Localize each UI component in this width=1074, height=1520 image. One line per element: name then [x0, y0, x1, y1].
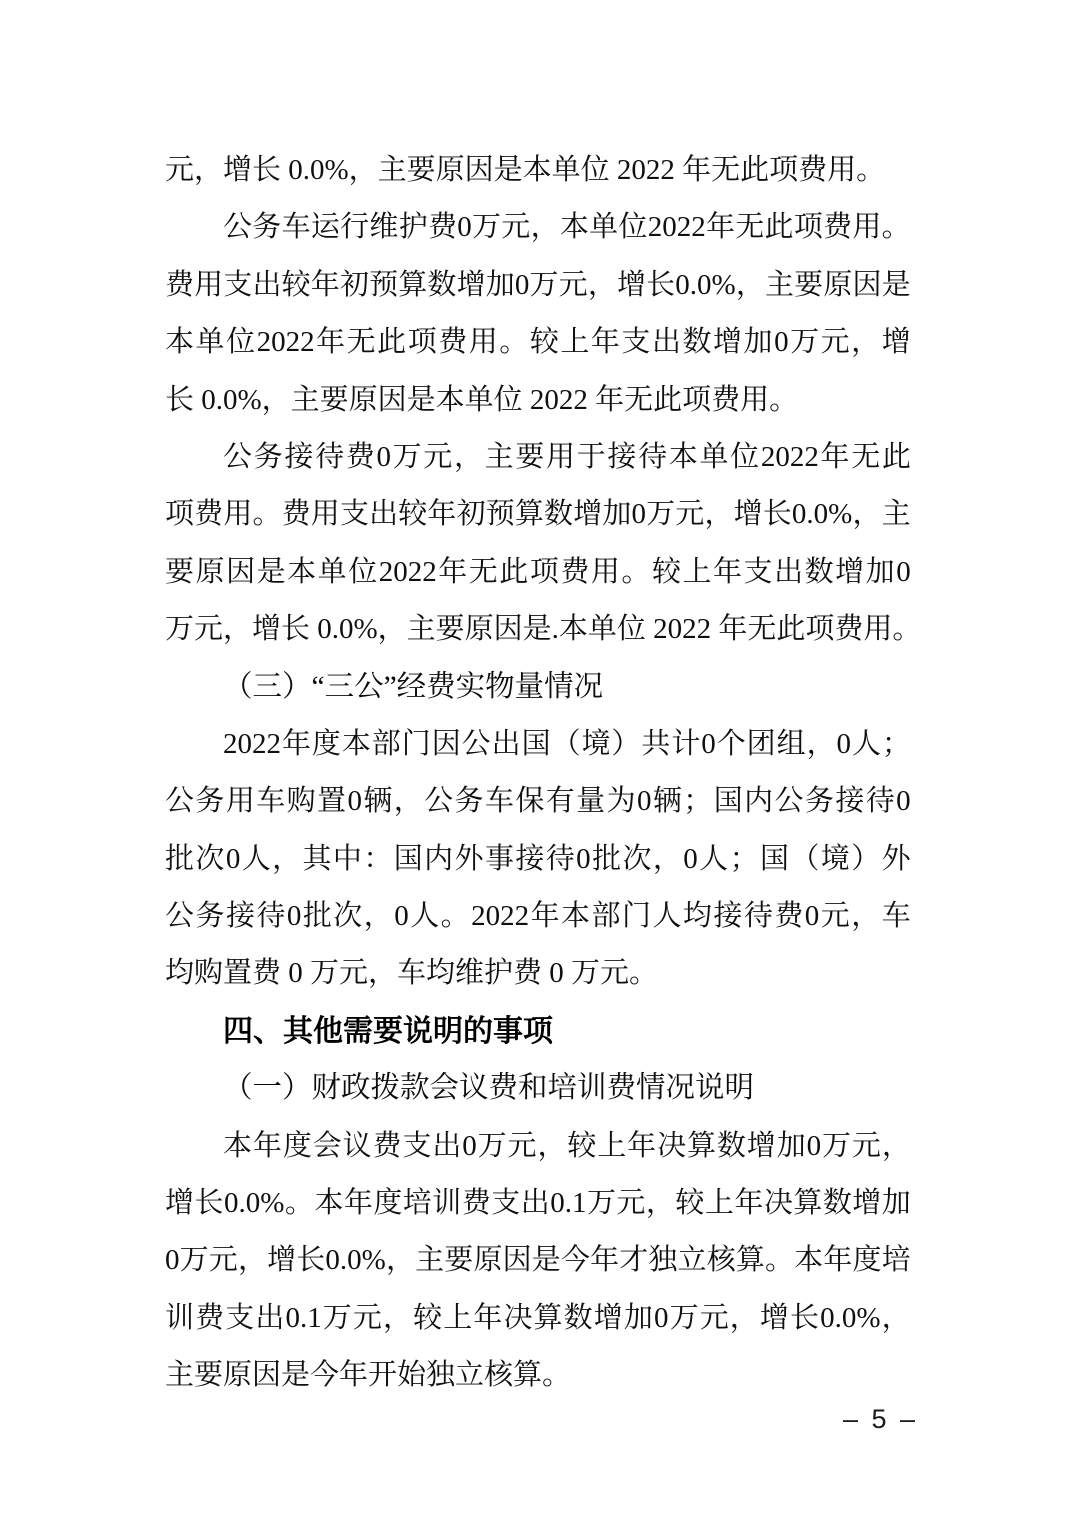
text-line: 费 用 支 出 较 年 初 预 算 数 增 加 0 万 元 ， 增 长 0.0% ， 主 要 原 因 是 — [165, 268, 911, 301]
text-line: 训 费 支 出 0.1 万 元 ， 较 上 年 决 算 数 增 加 0 万 元 ， 增 长 0.0% ， — [165, 1301, 911, 1334]
page-number: – 5 – — [842, 1404, 918, 1434]
section-heading: 四、其他需要说明的事项 — [223, 1014, 553, 1048]
text-line: 公 务 接 待 费 0 万 元 ， 主 要 用 于 接 待 本 单 位 2022 年 无 此 — [223, 440, 911, 473]
text-line: 2022 年 度 本 部 门 因 公 出 国 （ 境 ） 共 计 0 个 团 组 ， 0 人 ； — [223, 727, 911, 760]
text-line: 长 0.0%，主要原因是本单位 2022 年无此项费用。 — [165, 383, 799, 416]
document-lines — [165, 142, 922, 1405]
subsection-heading: （一）财政拨款会议费和培训费情况说明 — [223, 1072, 755, 1105]
text-line: 要 原 因 是 本 单 位 2022 年 无 此 项 费 用 。 较 上 年 支 出 数 增 加 0 — [165, 555, 911, 588]
text-line: 主要原因是今年开始独立核算。 — [165, 1359, 572, 1392]
text-line: 增 长 0.0% 。 本 年 度 培 训 费 支 出 0.1 万 元 ， 较 上 年 决 算 数 增 加 — [165, 1187, 911, 1220]
text-line: 公 务 接 待 0 批 次 ， 0 人 。 2022 年 本 部 门 人 均 接 待 费 0 元 ， 车 — [165, 900, 911, 933]
subsection-heading: （三）“三公”经费实物量情况 — [223, 670, 604, 703]
text-line: 公 务 用 车 购 置 0 辆 ， 公 务 车 保 有 量 为 0 辆 ； 国 内 公 务 接 待 0 — [165, 785, 911, 818]
text-line: 项 费 用 。 费 用 支 出 较 年 初 预 算 数 增 加 0 万 元 ， 增 长 0.0% ， 主 — [165, 498, 911, 531]
text-line: 批 次 0 人 ， 其 中 ： 国 内 外 事 接 待 0 批 次 ， 0 人 ； 国 （ 境 ） 外 — [165, 842, 911, 875]
text-line: 本 单 位 2022 年 无 此 项 费 用 。 较 上 年 支 出 数 增 加 0 万 元 ， 增 — [165, 326, 911, 359]
text-line: 本 年 度 会 议 费 支 出 0 万 元 ， 较 上 年 决 算 数 增 加 0 万 元 ， — [223, 1129, 911, 1162]
text-line: 公 务 车 运 行 维 护 费 0 万 元 ， 本 单 位 2022 年 无 此 项 费 用 。 — [223, 211, 911, 244]
text-line: 0 万 元 ， 增 长 0.0% ， 主 要 原 因 是 今 年 才 独 立 核 算 。 本 年 度 培 — [165, 1244, 911, 1277]
text-line: 均购置费 0 万元，车均维护费 0 万元。 — [165, 957, 659, 990]
text-line: 元，增长 0.0%，主要原因是本单位 2022 年无此项费用。 — [165, 154, 886, 186]
text-line: 万元，增长 0.0%，主要原因是.本单位 2022 年无此项费用。 — [165, 613, 922, 646]
